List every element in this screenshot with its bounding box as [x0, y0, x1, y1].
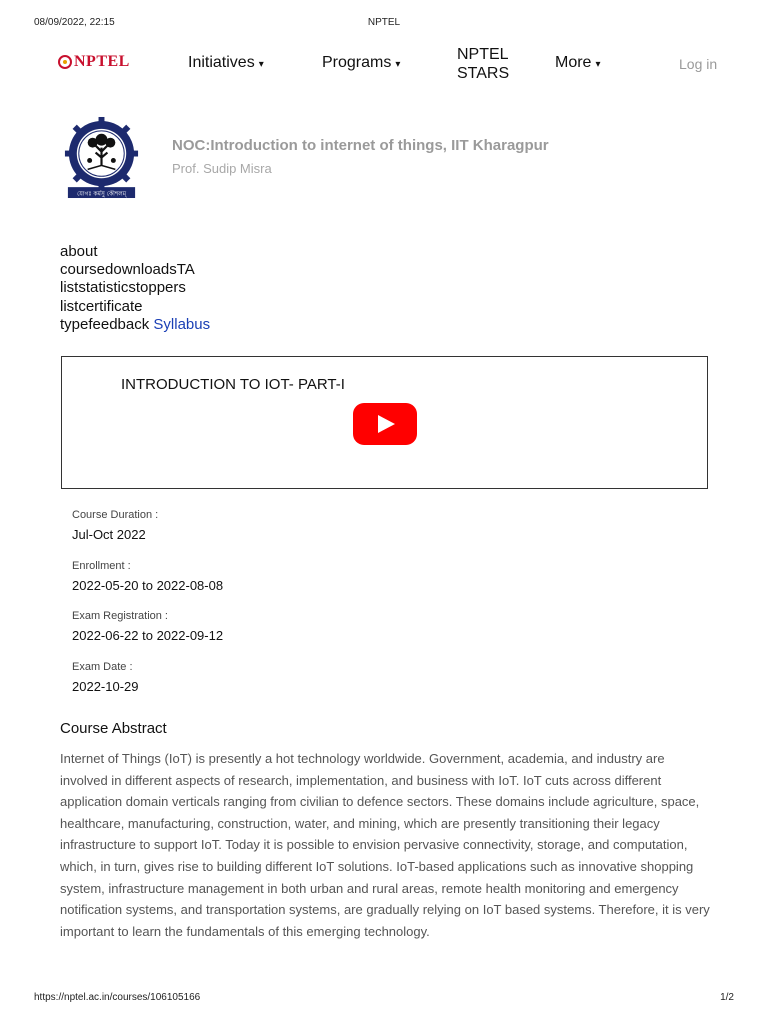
nav-programs[interactable] [322, 54, 400, 72]
enrollment [72, 559, 472, 610]
nav-more-label: More [555, 54, 592, 71]
tab-line-about[interactable]: about [60, 243, 98, 260]
exam-registration [72, 609, 472, 660]
print-datetime: 08/09/2022, 22:15 [34, 17, 115, 28]
course-duration-value: Jul-Oct 2022 [72, 527, 146, 542]
caret-down-icon: ▾ [258, 59, 264, 70]
course-info [72, 508, 472, 710]
course-professor: Prof. Sudip Misra [172, 161, 272, 176]
tab-feedback[interactable]: typefeedback [60, 315, 150, 333]
print-url: https://nptel.ac.in/courses/106105166 [34, 992, 201, 1003]
video-title: INTRODUCTION TO IOT- PART-I [121, 376, 345, 393]
print-footer [34, 992, 734, 1006]
iit-kharagpur-emblem-icon [60, 116, 143, 199]
exam-date-label: Exam Date : [72, 660, 133, 673]
print-header [34, 17, 734, 31]
nav-stars-line2: STARS [457, 65, 510, 82]
nav-more[interactable] [555, 54, 600, 72]
nptel-logo-text: NPTEL [74, 53, 130, 70]
course-title: NOC:Introduction to internet of things, IIT Kharagpur [172, 137, 549, 154]
abstract-body: Internet of Things (IoT) is presently a hot technology worldwide. Government, academia, and industry are involved in different aspects of research, implementation, and business with IoT. IoT cuts across different application domain verticals ranging from civilian to defence sectors. These domains include agriculture, space, healthcare, manufacturing, construction, water, and mining, which are presently transitioning their legacy infrastructure to support IoT. Today it is possible to envision pervasive connectivity, storage, and computation, which, in turn, gives rise to building different IoT solutions. IoT-based applications such as innovative shopping system, infrastructure management in both urban and rural areas, remote health monitoring and emergency notification systems, and transportation systems, are gradually relying on IoT based systems. Therefore, it is very important to learn the fundamentals of this emerging technology. [60, 751, 710, 939]
tab-line-certificate[interactable]: listcertificate [60, 297, 143, 315]
exam-date-value: 2022-10-29 [72, 678, 139, 694]
login-link[interactable]: Log in [679, 56, 718, 72]
tab-line-statistics[interactable]: liststatisticstoppers [60, 279, 186, 297]
exam-date [72, 660, 472, 711]
caret-down-icon: ▾ [395, 59, 401, 70]
nav-nptel-stars[interactable] [457, 45, 517, 83]
nav-initiatives[interactable] [188, 54, 264, 72]
course-duration [72, 508, 472, 559]
abstract-heading: Course Abstract [60, 720, 167, 737]
course-header [60, 116, 720, 206]
tab-line-downloads[interactable]: coursedownloadsTA [60, 261, 195, 279]
video-player[interactable] [61, 356, 708, 489]
nptel-logo-icon [58, 55, 72, 69]
youtube-play-icon[interactable] [353, 403, 417, 445]
enrollment-label: Enrollment : [72, 559, 131, 572]
exam-registration-value: 2022-06-22 to 2022-09-12 [72, 628, 224, 643]
enrollment-value: 2022-05-20 to 2022-08-08 [72, 577, 224, 593]
nav-programs-label: Programs [322, 54, 392, 71]
emblem-motto: যোগঃ কর্মসু কৌশলম্ [77, 191, 126, 198]
exam-registration-label: Exam Registration : [72, 610, 168, 622]
print-page-number: 1/2 [720, 992, 734, 1003]
nav-initiatives-label: Initiatives [188, 54, 255, 71]
nav-stars-line1: NPTEL [457, 46, 509, 63]
syllabus-link[interactable]: Syllabus [153, 315, 211, 333]
print-page-title: NPTEL [367, 17, 401, 28]
top-navbar [0, 40, 768, 88]
caret-down-icon: ▾ [595, 59, 601, 70]
tab-line-feedback [60, 316, 360, 334]
course-tabs [60, 243, 360, 334]
course-duration-label: Course Duration : [72, 509, 159, 521]
nptel-logo[interactable] [58, 53, 130, 71]
